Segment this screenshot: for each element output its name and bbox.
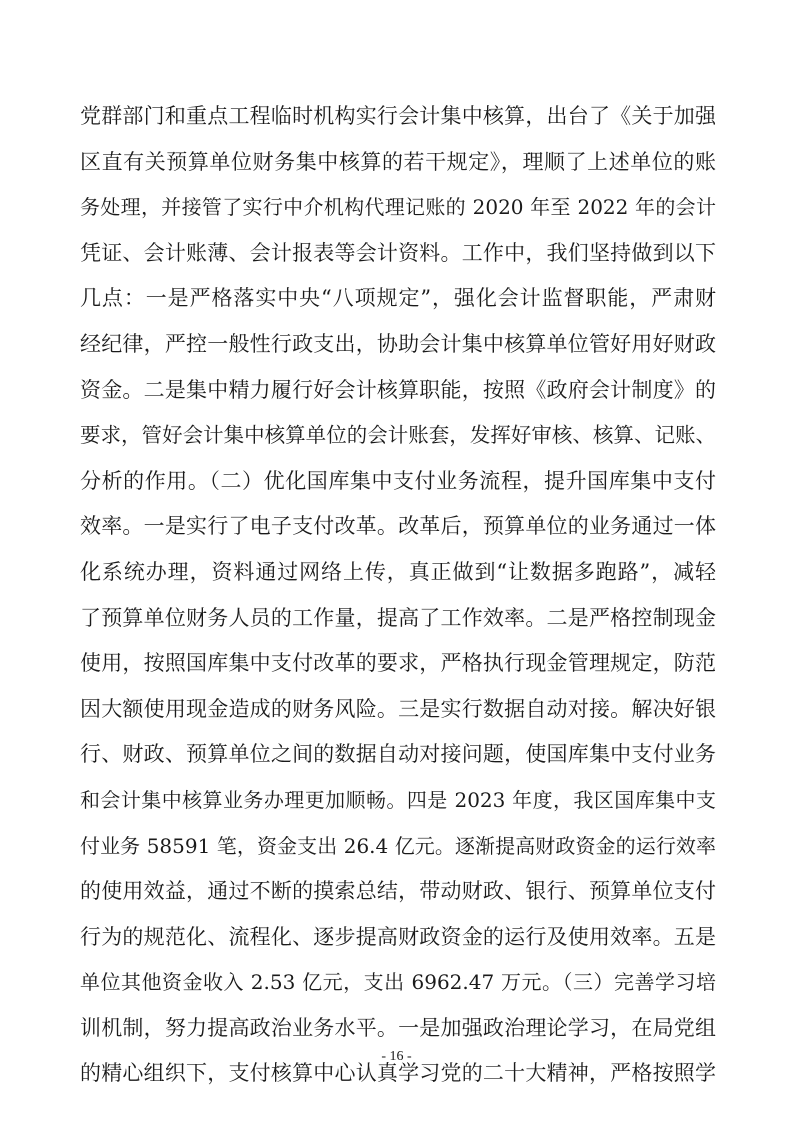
text-line: 单位其他资金收入 2.53 亿元，支出 6962.47 万元。（三）完善学习培 bbox=[80, 970, 716, 995]
text-line: 资金。二是集中精力履行好会计核算职能，按照《政府会计制度》的 bbox=[80, 377, 716, 402]
text-line: 凭证、会计账薄、会计报表等会计资料。工作中，我们坚持做到以下 bbox=[80, 240, 716, 265]
text-line: 使用，按照国库集中支付改革的要求，严格执行现金管理规定，防范 bbox=[80, 651, 716, 676]
text-line: 务处理，并接管了实行中介机构代理记账的 2020 年至 2022 年的会计 bbox=[80, 195, 716, 220]
text-line: 效率。一是实行了电子支付改革。改革后，预算单位的业务通过一体 bbox=[80, 514, 716, 539]
text-line: 行为的规范化、流程化、逐步提高财政资金的运行及使用效率。五是 bbox=[80, 924, 716, 949]
text-line: 化系统办理，资料通过网络上传，真正做到“让数据多跑路”，减轻 bbox=[80, 559, 716, 584]
text-line: 区直有关预算单位财务集中核算的若干规定》，理顺了上述单位的账 bbox=[80, 149, 716, 174]
text-line: 经纪律，严控一般性行政支出，协助会计集中核算单位管好用好财政 bbox=[80, 331, 716, 356]
text-line: 的使用效益，通过不断的摸索总结，带动财政、银行、预算单位支付 bbox=[80, 879, 716, 904]
text-line: 几点：一是严格落实中央“八项规定”，强化会计监督职能，严肃财 bbox=[80, 286, 716, 311]
text-line: 因大额使用现金造成的财务风险。三是实行数据自动对接。解决好银 bbox=[80, 696, 716, 721]
page-number: - 16 - bbox=[381, 1049, 412, 1064]
text-line: 了预算单位财务人员的工作量，提高了工作效率。二是严格控制现金 bbox=[80, 605, 716, 630]
text-line: 行、财政、预算单位之间的数据自动对接问题，使国库集中支付业务 bbox=[80, 742, 716, 767]
body-text bbox=[80, 94, 716, 1097]
text-line: 要求，管好会计集中核算单位的会计账套，发挥好审核、核算、记账、 bbox=[80, 423, 716, 448]
text-line: 分析的作用。（二）优化国库集中支付业务流程，提升国库集中支付 bbox=[80, 468, 716, 493]
text-line: 党群部门和重点工程临时机构实行会计集中核算，出台了《关于加强 bbox=[80, 104, 716, 128]
text-line: 训机制，努力提高政治业务水平。一是加强政治理论学习，在局党组 bbox=[80, 1015, 716, 1040]
text-line: 的精心组织下，支付核算中心认真学习党的二十大精神，严格按照学 bbox=[80, 1061, 716, 1086]
text-line: 和会计集中核算业务办理更加顺畅。四是 2023 年度，我区国库集中支 bbox=[80, 787, 716, 812]
text-line: 付业务 58591 笔，资金支出 26.4 亿元。逐渐提高财政资金的运行效率 bbox=[80, 833, 716, 858]
